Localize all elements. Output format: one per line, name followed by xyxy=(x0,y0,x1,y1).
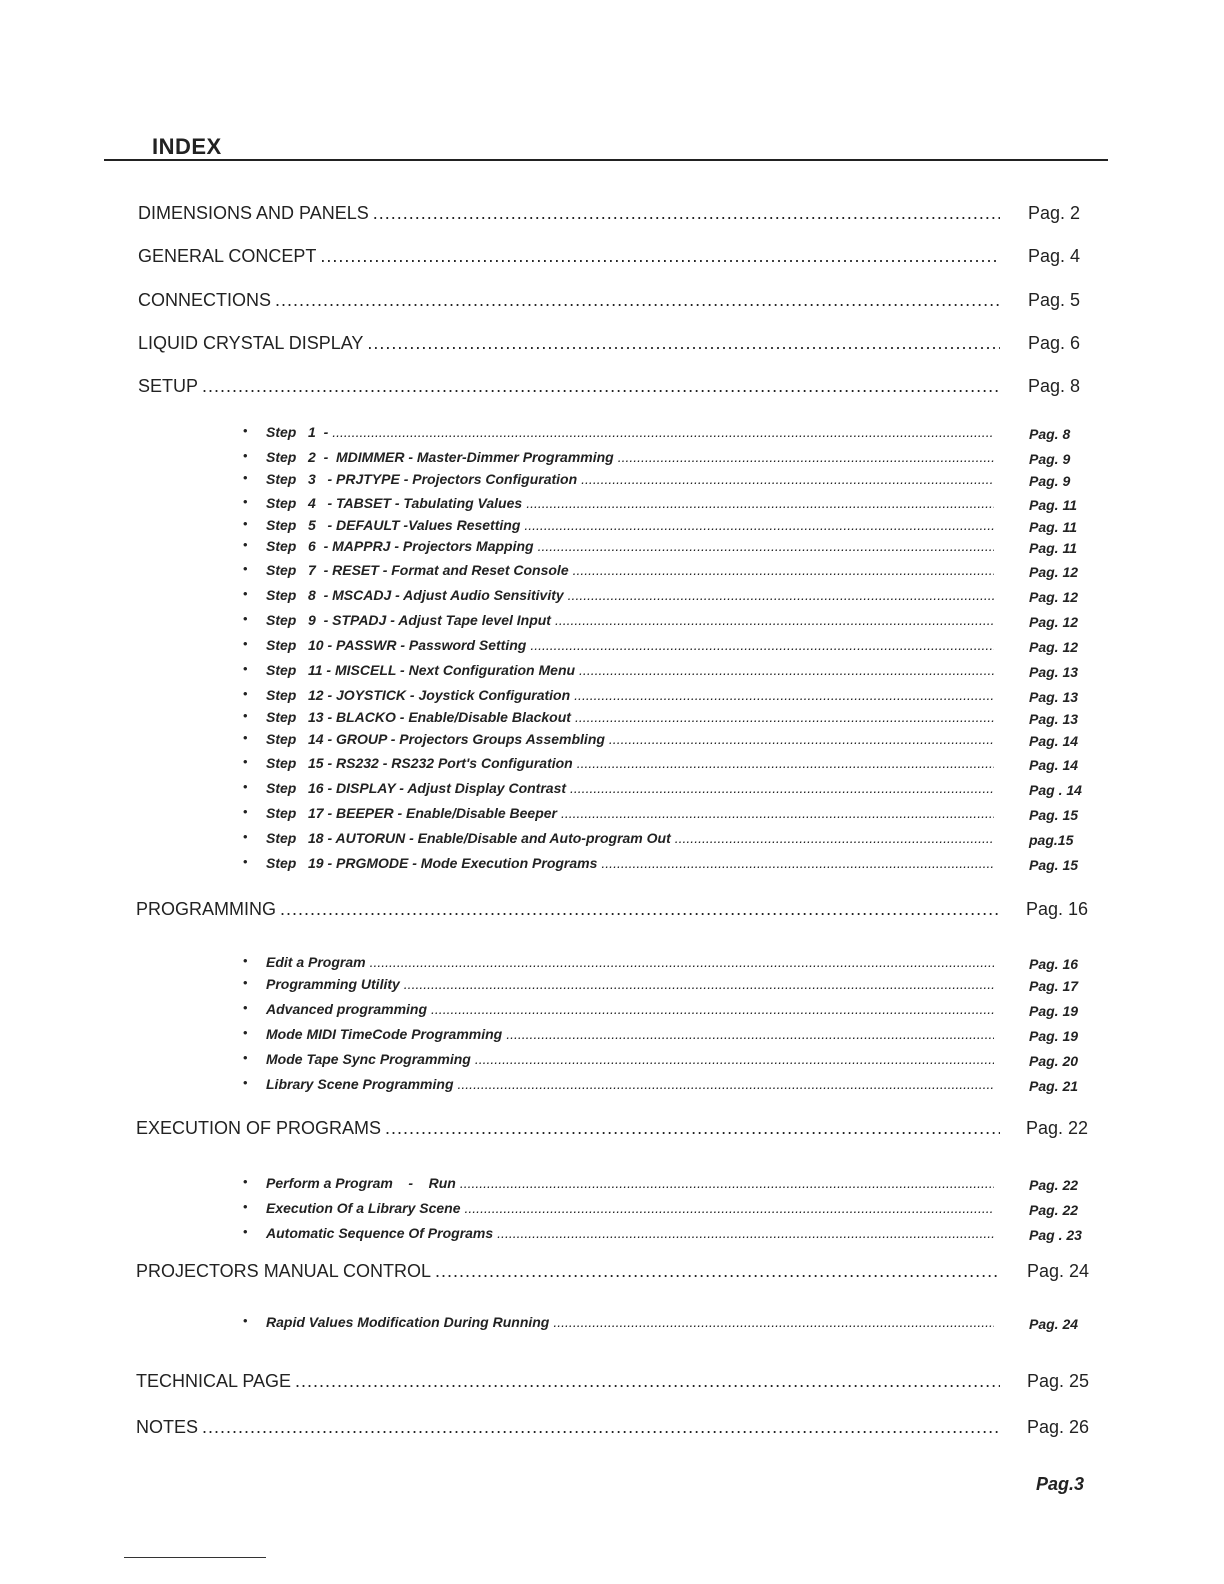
toc-subentry xyxy=(266,1026,998,1042)
dot-leader xyxy=(295,1371,1000,1392)
toc-section xyxy=(136,1417,1004,1438)
dot-leader xyxy=(675,830,994,846)
toc-subentry-label: Step 9 - STPADJ - Adjust Tape level Input xyxy=(266,612,551,628)
toc-subentry-page: Pag. 16 xyxy=(1029,956,1079,972)
toc-subentry-label: Step 19 - PRGMODE - Mode Execution Programs xyxy=(266,855,598,871)
toc-subentry xyxy=(266,1200,998,1216)
toc-section xyxy=(138,203,1004,224)
toc-subentry xyxy=(266,471,998,487)
dot-leader xyxy=(475,1051,994,1067)
toc-subentry xyxy=(266,1001,998,1017)
dot-leader xyxy=(458,1076,994,1092)
toc-subentry-label: Perform a Program - Run xyxy=(266,1175,456,1191)
toc-subentry-page: Pag. 12 xyxy=(1029,589,1079,605)
toc-section-label: TECHNICAL PAGE xyxy=(136,1371,292,1391)
toc-subentry xyxy=(266,805,998,821)
dot-leader xyxy=(618,449,994,465)
toc-subentry-label: Step 5 - DEFAULT -Values Resetting xyxy=(266,517,521,533)
toc-subentry xyxy=(266,731,998,747)
toc-subentry-label: Step 12 - JOYSTICK - Joystick Configuration xyxy=(266,687,571,703)
toc-subentry xyxy=(266,662,998,678)
dot-leader xyxy=(609,731,994,747)
toc-subentry-label: Step 4 - TABSET - Tabulating Values xyxy=(266,495,523,511)
bullet-icon: • xyxy=(243,730,248,745)
toc-subentry xyxy=(266,976,998,992)
toc-subentry xyxy=(266,687,998,703)
page-number: Pag.3 xyxy=(1036,1474,1085,1494)
bullet-icon: • xyxy=(243,561,248,576)
dot-leader xyxy=(280,899,1000,920)
dot-leader xyxy=(465,1200,994,1216)
dot-leader xyxy=(553,1314,994,1330)
toc-subentry xyxy=(266,1051,998,1067)
toc-subentry xyxy=(266,495,998,511)
toc-section xyxy=(138,333,1004,354)
toc-subentry-page: Pag. 19 xyxy=(1029,1003,1079,1019)
toc-subentry-page: Pag. 15 xyxy=(1029,807,1079,823)
footer-rule xyxy=(124,1557,266,1558)
toc-subentry-label: Step 3 - PRJTYPE - Projectors Configuration xyxy=(266,471,578,487)
toc-section-label: PROJECTORS MANUAL CONTROL xyxy=(136,1261,432,1281)
toc-subentry-page: pag.15 xyxy=(1029,832,1074,848)
dot-leader xyxy=(574,687,994,703)
dot-leader xyxy=(373,203,1000,224)
toc-section-label: DIMENSIONS AND PANELS xyxy=(138,203,369,223)
toc-section-label: SETUP xyxy=(138,376,199,396)
toc-subentry xyxy=(266,424,998,440)
toc-subentry xyxy=(266,1175,998,1191)
bullet-icon: • xyxy=(243,1075,248,1090)
bullet-icon: • xyxy=(243,448,248,463)
dot-leader xyxy=(581,471,994,487)
toc-subentry xyxy=(266,1225,998,1241)
toc-subentry-label: Library Scene Programming xyxy=(266,1076,454,1092)
toc-subentry-page: Pag . 14 xyxy=(1029,782,1082,798)
bullet-icon: • xyxy=(243,754,248,769)
toc-section xyxy=(136,1118,1004,1139)
dot-leader xyxy=(555,612,994,628)
toc-subentry-label: Step 10 - PASSWR - Password Setting xyxy=(266,637,527,653)
dot-leader xyxy=(385,1118,1000,1139)
toc-subentry-label: Step 1 - xyxy=(266,424,329,440)
toc-subentry-page: Pag. 15 xyxy=(1029,857,1079,873)
bullet-icon: • xyxy=(243,1199,248,1214)
bullet-icon: • xyxy=(243,953,248,968)
toc-subentry-page: Pag. 22 xyxy=(1029,1177,1079,1193)
dot-leader xyxy=(570,780,994,796)
toc-subentry-page: Pag. 17 xyxy=(1029,978,1079,994)
dot-leader xyxy=(460,1175,994,1191)
toc-subentry xyxy=(266,637,998,653)
toc-subentry-page: Pag. 20 xyxy=(1029,1053,1079,1069)
toc-subentry-label: Edit a Program xyxy=(266,954,366,970)
dot-leader xyxy=(538,538,994,554)
toc-subentry-label: Mode MIDI TimeCode Programming xyxy=(266,1026,503,1042)
dot-leader xyxy=(561,805,994,821)
dot-leader xyxy=(575,709,994,725)
toc-subentry-page: Pag. 14 xyxy=(1029,733,1079,749)
toc-subentry-label: Execution Of a Library Scene xyxy=(266,1200,461,1216)
dot-leader xyxy=(431,1001,994,1017)
bullet-icon: • xyxy=(243,1025,248,1040)
bullet-icon: • xyxy=(243,804,248,819)
bullet-icon: • xyxy=(243,494,248,509)
toc-subentry xyxy=(266,780,998,796)
toc-subentry xyxy=(266,538,998,554)
bullet-icon: • xyxy=(243,537,248,552)
dot-leader xyxy=(275,290,1000,311)
dot-leader xyxy=(202,1417,1000,1438)
toc-section xyxy=(138,376,1004,397)
toc-section-label: PROGRAMMING xyxy=(136,899,277,919)
toc-subentry xyxy=(266,517,998,533)
toc-subentry-page: Pag. 19 xyxy=(1029,1028,1079,1044)
toc-section-page: Pag. 6 xyxy=(1028,333,1081,353)
toc-section xyxy=(138,246,1004,267)
dot-leader xyxy=(404,976,994,992)
toc-subentry-label: Advanced programming xyxy=(266,1001,428,1017)
dot-leader xyxy=(370,954,994,970)
toc-section-page: Pag. 22 xyxy=(1026,1118,1089,1138)
toc-subentry xyxy=(266,449,998,465)
bullet-icon: • xyxy=(243,470,248,485)
toc-section-page: Pag. 2 xyxy=(1028,203,1081,223)
dot-leader xyxy=(202,376,1000,397)
toc-section-label: GENERAL CONCEPT xyxy=(138,246,317,266)
toc-section-label: LIQUID CRYSTAL DISPLAY xyxy=(138,333,364,353)
toc-subentry-page: Pag. 9 xyxy=(1029,451,1071,467)
toc-subentry-label: Step 18 - AUTORUN - Enable/Disable and Auto-program Out xyxy=(266,830,671,846)
toc-section-page: Pag. 26 xyxy=(1027,1417,1090,1437)
bullet-icon: • xyxy=(243,423,248,438)
toc-subentry xyxy=(266,755,998,771)
toc-subentry-label: Rapid Values Modification During Running xyxy=(266,1314,550,1330)
bullet-icon: • xyxy=(243,516,248,531)
toc-subentry-label: Step 16 - DISPLAY - Adjust Display Contrast xyxy=(266,780,567,796)
title-rule xyxy=(104,159,1108,161)
toc-section-label: EXECUTION OF PROGRAMS xyxy=(136,1118,382,1138)
toc-subentry-label: Step 2 - MDIMMER - Master-Dimmer Programming xyxy=(266,449,614,465)
toc-subentry-page: Pag. 12 xyxy=(1029,639,1079,655)
bullet-icon: • xyxy=(243,661,248,676)
dot-leader xyxy=(579,662,994,678)
toc-section-page: Pag. 25 xyxy=(1027,1371,1090,1391)
toc-subentry xyxy=(266,830,998,846)
toc-subentry-page: Pag. 11 xyxy=(1029,497,1077,513)
toc-subentry-label: Step 15 - RS232 - RS232 Port's Configuration xyxy=(266,755,573,771)
toc-subentry-page: Pag. 22 xyxy=(1029,1202,1079,1218)
toc-subentry xyxy=(266,587,998,603)
toc-subentry xyxy=(266,709,998,725)
toc-subentry-page: Pag. 11 xyxy=(1029,519,1077,535)
dot-leader xyxy=(332,424,994,440)
toc-subentry-page: Pag. 12 xyxy=(1029,564,1079,580)
toc-subentry-label: Automatic Sequence Of Programs xyxy=(266,1225,494,1241)
bullet-icon: • xyxy=(243,779,248,794)
toc-subentry xyxy=(266,1314,998,1330)
dot-leader xyxy=(497,1225,994,1241)
toc-subentry-page: Pag. 13 xyxy=(1029,689,1079,705)
toc-subentry-page: Pag. 9 xyxy=(1029,473,1071,489)
toc-subentry-label: Step 17 - BEEPER - Enable/Disable Beeper xyxy=(266,805,557,821)
dot-leader xyxy=(568,587,994,603)
bullet-icon: • xyxy=(243,975,248,990)
dot-leader xyxy=(367,333,1000,354)
toc-subentry-page: Pag. 24 xyxy=(1029,1316,1079,1332)
bullet-icon: • xyxy=(243,586,248,601)
toc-subentry xyxy=(266,612,998,628)
toc-subentry-page: Pag. 13 xyxy=(1029,711,1079,727)
dot-leader xyxy=(526,495,994,511)
toc-section xyxy=(136,899,1004,920)
bullet-icon: • xyxy=(243,611,248,626)
bullet-icon: • xyxy=(243,1224,248,1239)
toc-section-page: Pag. 16 xyxy=(1026,899,1089,919)
bullet-icon: • xyxy=(243,854,248,869)
toc-subentry-label: Mode Tape Sync Programming xyxy=(266,1051,471,1067)
dot-leader xyxy=(435,1261,1000,1282)
toc-section-page: Pag. 4 xyxy=(1028,246,1081,266)
bullet-icon: • xyxy=(243,1050,248,1065)
toc-subentry xyxy=(266,1076,998,1092)
bullet-icon: • xyxy=(243,708,248,723)
toc-subentry-page: Pag. 21 xyxy=(1029,1078,1079,1094)
toc-subentry xyxy=(266,562,998,578)
dot-leader xyxy=(320,246,1000,267)
bullet-icon: • xyxy=(243,1174,248,1189)
dot-leader xyxy=(524,517,994,533)
toc-section-page: Pag. 24 xyxy=(1027,1261,1090,1281)
toc-subentry-label: Step 13 - BLACKO - Enable/Disable Blackout xyxy=(266,709,571,725)
toc-section-page: Pag. 8 xyxy=(1028,376,1081,396)
dot-leader xyxy=(573,562,994,578)
bullet-icon: • xyxy=(243,1000,248,1015)
dot-leader xyxy=(601,855,994,871)
toc-subentry-page: Pag . 23 xyxy=(1029,1227,1082,1243)
toc-section-page: Pag. 5 xyxy=(1028,290,1081,310)
toc-subentry-page: Pag. 11 xyxy=(1029,540,1077,556)
toc-subentry-label: Step 6 - MAPPRJ - Projectors Mapping xyxy=(266,538,534,554)
bullet-icon: • xyxy=(243,686,248,701)
toc-subentry xyxy=(266,855,998,871)
toc-subentry-page: Pag. 8 xyxy=(1029,426,1071,442)
toc-subentry xyxy=(266,954,998,970)
toc-section xyxy=(138,290,1004,311)
toc-subentry-label: Step 14 - GROUP - Projectors Groups Assembling xyxy=(266,731,605,747)
toc-section-label: NOTES xyxy=(136,1417,199,1437)
bullet-icon: • xyxy=(243,829,248,844)
toc-section xyxy=(136,1261,1004,1282)
dot-leader xyxy=(530,637,994,653)
dot-leader xyxy=(577,755,994,771)
dot-leader xyxy=(506,1026,994,1042)
toc-subentry-page: Pag. 13 xyxy=(1029,664,1079,680)
toc-subentry-page: Pag. 14 xyxy=(1029,757,1079,773)
toc-subentry-label: Step 8 - MSCADJ - Adjust Audio Sensitivity xyxy=(266,587,564,603)
toc-section-label: CONNECTIONS xyxy=(138,290,272,310)
toc-section xyxy=(136,1371,1004,1392)
toc-subentry-page: Pag. 12 xyxy=(1029,614,1079,630)
toc-subentry-label: Programming Utility xyxy=(266,976,400,992)
index-title: INDEX xyxy=(152,134,222,159)
toc-subentry-label: Step 7 - RESET - Format and Reset Console xyxy=(266,562,569,578)
bullet-icon: • xyxy=(243,1313,248,1328)
bullet-icon: • xyxy=(243,636,248,651)
toc-subentry-label: Step 11 - MISCELL - Next Configuration Menu xyxy=(266,662,576,678)
